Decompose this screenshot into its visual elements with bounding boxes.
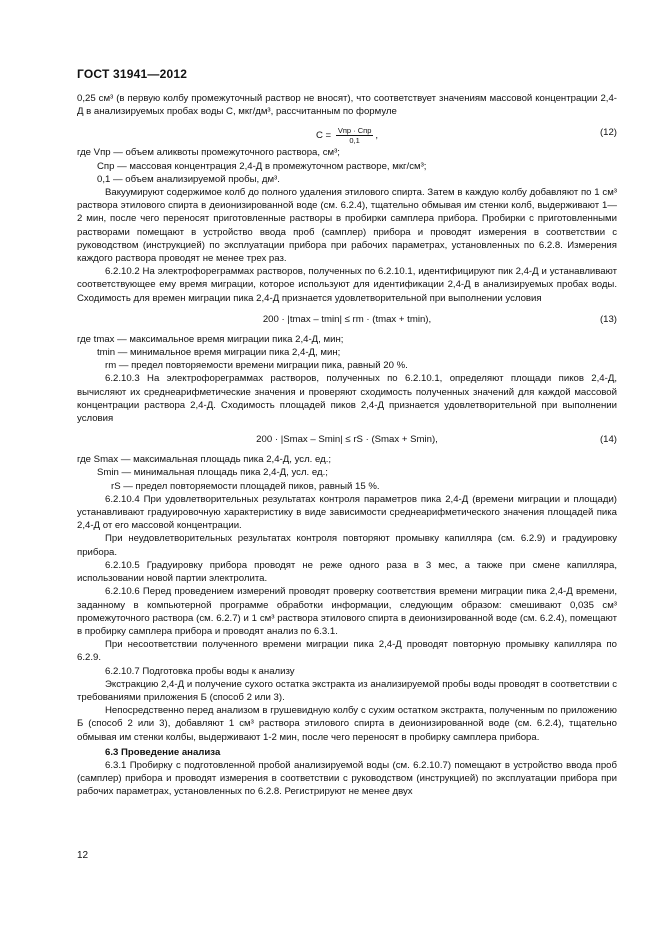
- definition-line: rm — предел повторяемости времени миграции пика, равный 20 %.: [105, 360, 408, 372]
- paragraph-6-2-10-4: 6.2.10.4 При удовлетворительных результатах контроля параметров пика 2,4-Д (времени миграции и площади) устанавливают градуировочную характеристику в виде зависимости среднеарифметического значения площадей пика 2,4-Д от его массовой концентрации.: [77, 493, 617, 532]
- section-heading-6-3: 6.3 Проведение анализа: [105, 746, 221, 758]
- formula-14-definitions: [77, 453, 617, 493]
- formula-12-lhs: C =: [315, 130, 332, 142]
- formula-12-numerator: Vпр · Спр: [337, 126, 372, 136]
- formula-12-definitions: [77, 146, 617, 186]
- formula-12-tail: ,: [375, 130, 379, 142]
- paragraph-6-2-10-7: 6.2.10.7 Подготовка пробы воды к анализу: [105, 665, 295, 677]
- formula-13-expression: 200 · |tmax – tmin| ≤ rm · (tmax + tmin),: [262, 313, 432, 325]
- formula-14-number: (14): [599, 434, 617, 446]
- formula-12: [77, 122, 617, 144]
- definition-line: где Vпр — объем аликвоты промежуточного раствора, см³;: [77, 147, 340, 159]
- document-body: [77, 92, 617, 799]
- formula-13: [77, 309, 617, 331]
- formula-12-number: (12): [599, 127, 617, 139]
- paragraph-vacuum: Вакуумируют содержимое колб до полного удаления этилового спирта. Затем в каждую колбу добавляют по 1 см³ раствора этилового спирта в деионизированной воде (см. 6.2.4), тщательно обмывая им стенки колб, выдерживают 1—2 мин, после чего переносят приготовленные растворы в пробирки самплера прибора. Пробирки с приготовленными растворами помещают в устройство ввода проб (самплер) прибора и проводят измерения в соответствии с руководством (инструкцией) по эксплуатации прибора при рабочих параметрах, установленных по 6.2.8. Измерения каждого раствора проводят не менее трех раз.: [77, 187, 617, 265]
- definition-line: где Smax — максимальная площадь пика 2,4-Д, усл. ед.;: [77, 454, 332, 466]
- paragraph-mismatch: При несоответствии полученного времени миграции пика 2,4-Д проводят повторную промывку капилляра по 6.2.9.: [77, 639, 617, 664]
- formula-13-number: (13): [599, 313, 617, 325]
- paragraph-6-2-10-6: 6.2.10.6 Перед проведением измерений проводят проверку соответствия времени миграции пика 2,4-Д времени, заданному в компьютерной программе обработки информации, следующим образом: смешивают 0,035 см³ промежуточного раствора (см. 6.2.7) и 1 см³ раствора этилового спирта в деионизированной воде (см. 6.2.4), помещают в пробирку самплера прибора и проводят анализ по 6.3.1.: [77, 586, 617, 637]
- definition-line: rS — предел повторяемости площадей пиков, равный 15 %.: [111, 480, 380, 492]
- definition-line: Smin — минимальная площадь пика 2,4-Д, усл. ед.;: [97, 467, 328, 479]
- definition-line: где tmax — максимальное время миграции пика 2,4-Д, мин;: [77, 333, 344, 345]
- definition-line: Спр — массовая концентрация 2,4-Д в промежуточном растворе, мкг/см³;: [97, 160, 427, 172]
- formula-14: [77, 429, 617, 451]
- formula-12-denominator: 0,1: [349, 136, 360, 146]
- formula-14-expression: 200 · |Smax – Smin| ≤ rS · (Smax + Smin),: [256, 434, 438, 446]
- formula-12-fraction: [336, 126, 374, 145]
- document-header: ГОСТ 31941—2012: [77, 67, 188, 81]
- definition-line: tmin — минимальное время миграции пика 2,4-Д, мин;: [97, 347, 341, 359]
- paragraph-6-2-10-2: 6.2.10.2 На электрофореграммах растворов, полученных по 6.2.10.1, идентифицируют пик 2,4-Д и устанавливают соответствующее ему время миграции, которое используют для идентификации 2,4-Д в анализируемых пробах воды. Сходимость для времен миграции пика 2,4-Д признается удовлетворительной при выполнении условия: [77, 266, 617, 304]
- paragraph-6-2-10-3: 6.2.10.3 На электрофореграммах растворов, полученных по 6.2.10.1, определяют площади пиков 2,4-Д, вычисляют их среднеарифметические значения и проверяют сходимость полученных значений для каждой массовой концентрации раствора 2,4-Д. Сходимость площадей пиков 2,4-Д признается удовлетворительной при выполнении условия: [77, 373, 617, 425]
- paragraph-6-2-10-5: 6.2.10.5 Градуировку прибора проводят не реже одного раза в 3 мес, а также при смене капилляра, использовании новой партии электролита.: [77, 559, 617, 585]
- paragraph-extraction: Экстракцию 2,4-Д и получение сухого остатка экстракта из анализируемой пробы воды проводят в соответствии с требованиями приложения Б (способ 2 или 3).: [77, 678, 617, 703]
- paragraph-6-3-1: 6.3.1 Пробирку с подготовленной пробой анализируемой воды (см. 6.2.10.7) помещают в устройство ввода проб (самплер) прибора и проводят измерения в соответствии с руководством (инструкцией) по эксплуатации прибора при рабочих параметрах, установленных по 6.2.8. Регистрируют не менее двух: [77, 759, 617, 798]
- definition-line: 0,1 — объем анализируемой пробы, дм³.: [97, 173, 280, 185]
- formula-12-expression: [77, 126, 617, 145]
- paragraph-concentration: 0,25 см³ (в первую колбу промежуточный раствор не вносят), что соответствует значениям массовой концентрации 2,4-Д в анализируемых пробах воды С, мкг/дм³, рассчитанным по формуле: [77, 93, 617, 118]
- paragraph-before-analysis: Непосредственно перед анализом в грушевидную колбу с сухим остатком экстракта, полученным по приложению Б (способ 2 или 3), добавляют 1 см³ раствора этилового спирта в деионизированной воде (см. 6.2.4), тщательно обмывая им стенки колбы, выдерживают 1-2 мин, после чего переносят в пробирку самплера прибора.: [77, 705, 617, 743]
- page-number: 12: [77, 850, 89, 861]
- formula-13-definitions: [77, 333, 617, 373]
- paragraph-unsatisfactory: При неудовлетворительных результатах контроля повторяют промывку капилляра (см. 6.2.9) и градуировку прибора.: [77, 533, 617, 558]
